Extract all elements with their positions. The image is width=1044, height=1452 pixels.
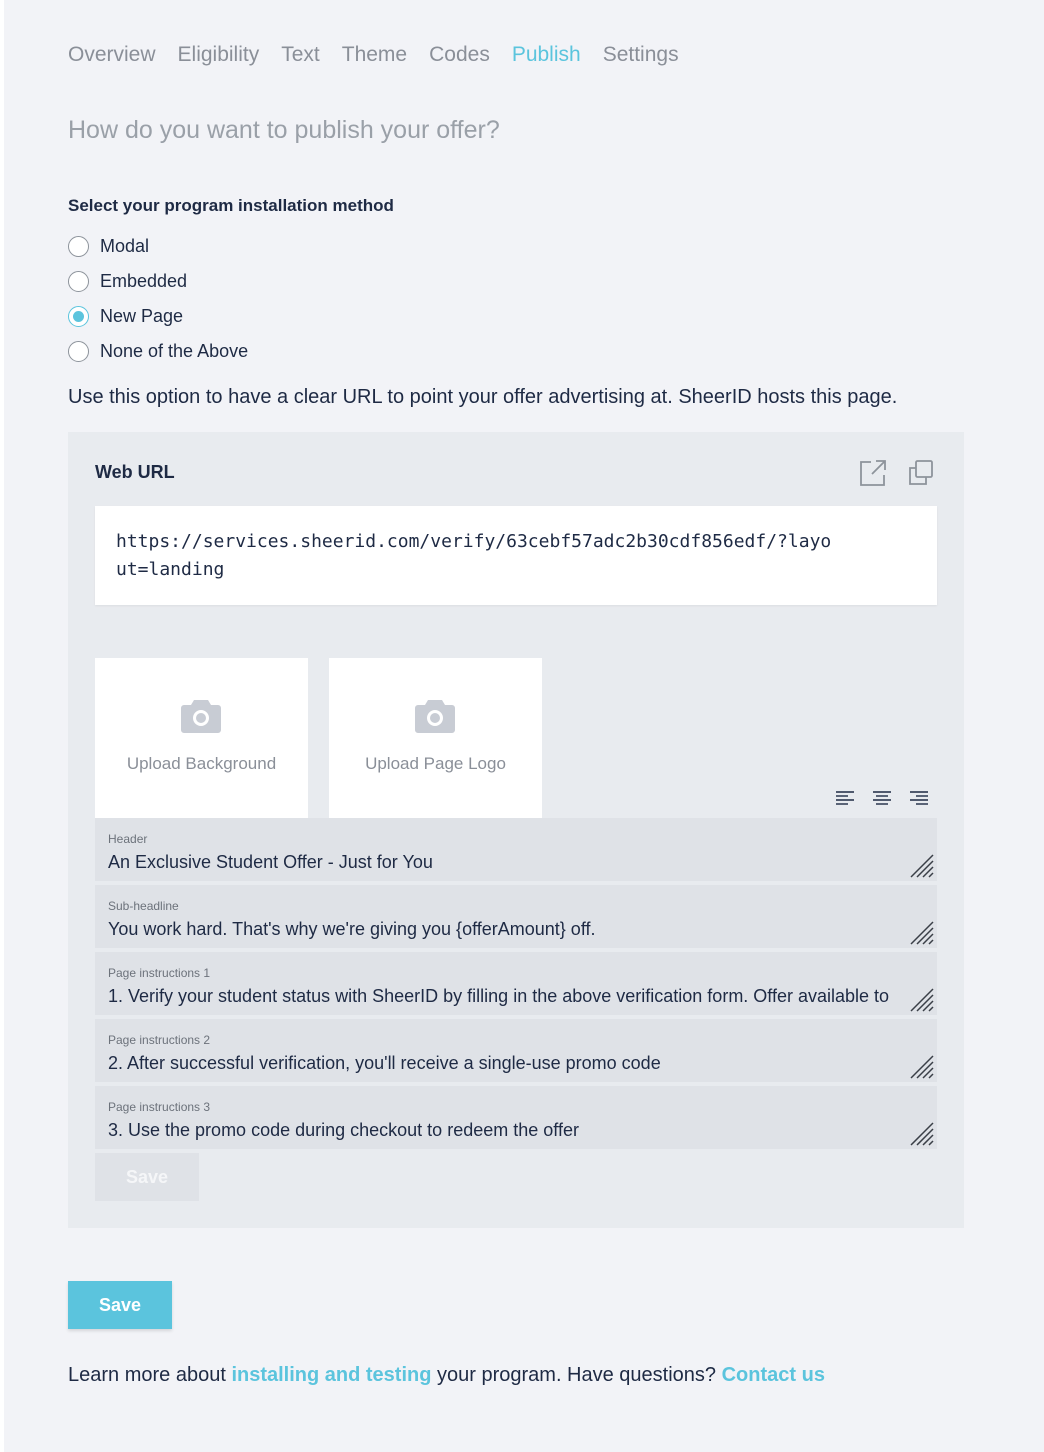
radio-option-none[interactable] bbox=[68, 334, 248, 369]
upload-background-button[interactable] bbox=[95, 658, 308, 818]
radio-option-new-page[interactable] bbox=[68, 299, 248, 334]
field-label: Sub-headline bbox=[108, 899, 179, 913]
sub-headline-field[interactable] bbox=[95, 885, 937, 948]
camera-icon bbox=[180, 698, 222, 734]
radio-label: New Page bbox=[100, 306, 184, 326]
resize-handle-icon[interactable] bbox=[909, 987, 935, 1013]
radio-button[interactable] bbox=[68, 236, 89, 257]
resize-handle-icon[interactable] bbox=[909, 853, 935, 879]
field-label: Page instructions 2 bbox=[108, 1033, 211, 1047]
radio-label: Embedded bbox=[100, 271, 188, 291]
install-help-text: Use this option to have a clear URL to point your offer advertising at. SheerID hosts this page. bbox=[68, 386, 898, 408]
resize-handle-icon[interactable] bbox=[909, 920, 935, 946]
field-label: Page instructions 3 bbox=[108, 1100, 211, 1114]
tab-publish[interactable]: Publish bbox=[511, 43, 581, 66]
upload-page-logo-label: Upload Page Logo bbox=[365, 754, 506, 773]
panel-save-button[interactable]: Save bbox=[95, 1153, 199, 1201]
footer-text-1: Learn more about bbox=[68, 1364, 232, 1386]
radio-option-embedded[interactable] bbox=[68, 264, 248, 299]
tab-codes[interactable]: Codes bbox=[429, 43, 490, 66]
installing-testing-link[interactable]: installing and testing bbox=[231, 1364, 432, 1386]
web-url-title: Web URL bbox=[95, 462, 175, 482]
tab-theme[interactable]: Theme bbox=[341, 43, 408, 66]
resize-handle-icon[interactable] bbox=[909, 1054, 935, 1080]
resize-handle-icon[interactable] bbox=[909, 1121, 935, 1147]
field-label: Page instructions 1 bbox=[108, 966, 211, 980]
field-value[interactable]: You work hard. That's why we're giving you {offerAmount} off. bbox=[108, 919, 596, 939]
contact-us-link[interactable]: Contact us bbox=[721, 1364, 825, 1386]
web-url-text[interactable]: https://services.sheerid.com/verify/63cebf57adc2b30cdf856edf/?layout=landing bbox=[116, 531, 832, 580]
tab-eligibility[interactable]: Eligibility bbox=[177, 43, 260, 66]
copy-icon[interactable] bbox=[906, 458, 936, 488]
tab-text[interactable]: Text bbox=[281, 43, 320, 66]
radio-label: Modal bbox=[100, 236, 150, 256]
camera-icon bbox=[414, 698, 456, 734]
align-left-icon[interactable] bbox=[834, 790, 856, 806]
web-url-box[interactable] bbox=[95, 506, 937, 605]
page-instructions-2-field[interactable] bbox=[95, 1019, 937, 1082]
field-value[interactable]: 1. Verify your student status with SheerID by filling in the above verification form. Offer available to bbox=[108, 986, 890, 1006]
footer-help-text bbox=[68, 1364, 825, 1387]
radio-option-modal[interactable] bbox=[68, 229, 248, 264]
radio-label: None of the Above bbox=[100, 341, 249, 361]
install-method-label: Select your program installation method bbox=[68, 196, 394, 215]
field-label: Header bbox=[108, 832, 148, 846]
page-instructions-1-field[interactable] bbox=[95, 952, 937, 1015]
radio-button[interactable] bbox=[68, 341, 89, 362]
external-link-icon[interactable] bbox=[858, 458, 888, 488]
new-page-panel bbox=[68, 432, 964, 1228]
upload-background-label: Upload Background bbox=[126, 754, 277, 773]
tab-overview[interactable]: Overview bbox=[68, 43, 156, 66]
page-instructions-3-field[interactable] bbox=[95, 1086, 937, 1149]
install-method-radio-group bbox=[68, 229, 248, 369]
upload-page-logo-button[interactable] bbox=[329, 658, 542, 818]
tab-settings[interactable]: Settings bbox=[602, 43, 679, 66]
page-title: How do you want to publish your offer? bbox=[68, 116, 500, 144]
tab-bar bbox=[68, 40, 701, 70]
footer-text-2: your program. Have questions? bbox=[431, 1364, 722, 1386]
publish-page bbox=[4, 0, 1044, 1452]
field-value[interactable]: 2. After successful verification, you'll receive a single-use promo code bbox=[108, 1053, 661, 1073]
field-value[interactable]: An Exclusive Student Offer - Just for You bbox=[108, 852, 433, 872]
header-field[interactable] bbox=[95, 818, 937, 881]
radio-button-checked[interactable] bbox=[68, 306, 89, 327]
align-right-icon[interactable] bbox=[908, 790, 930, 806]
save-button[interactable]: Save bbox=[68, 1281, 172, 1329]
align-center-icon[interactable] bbox=[871, 790, 893, 806]
field-value[interactable]: 3. Use the promo code during checkout to redeem the offer bbox=[108, 1120, 579, 1140]
radio-button[interactable] bbox=[68, 271, 89, 292]
